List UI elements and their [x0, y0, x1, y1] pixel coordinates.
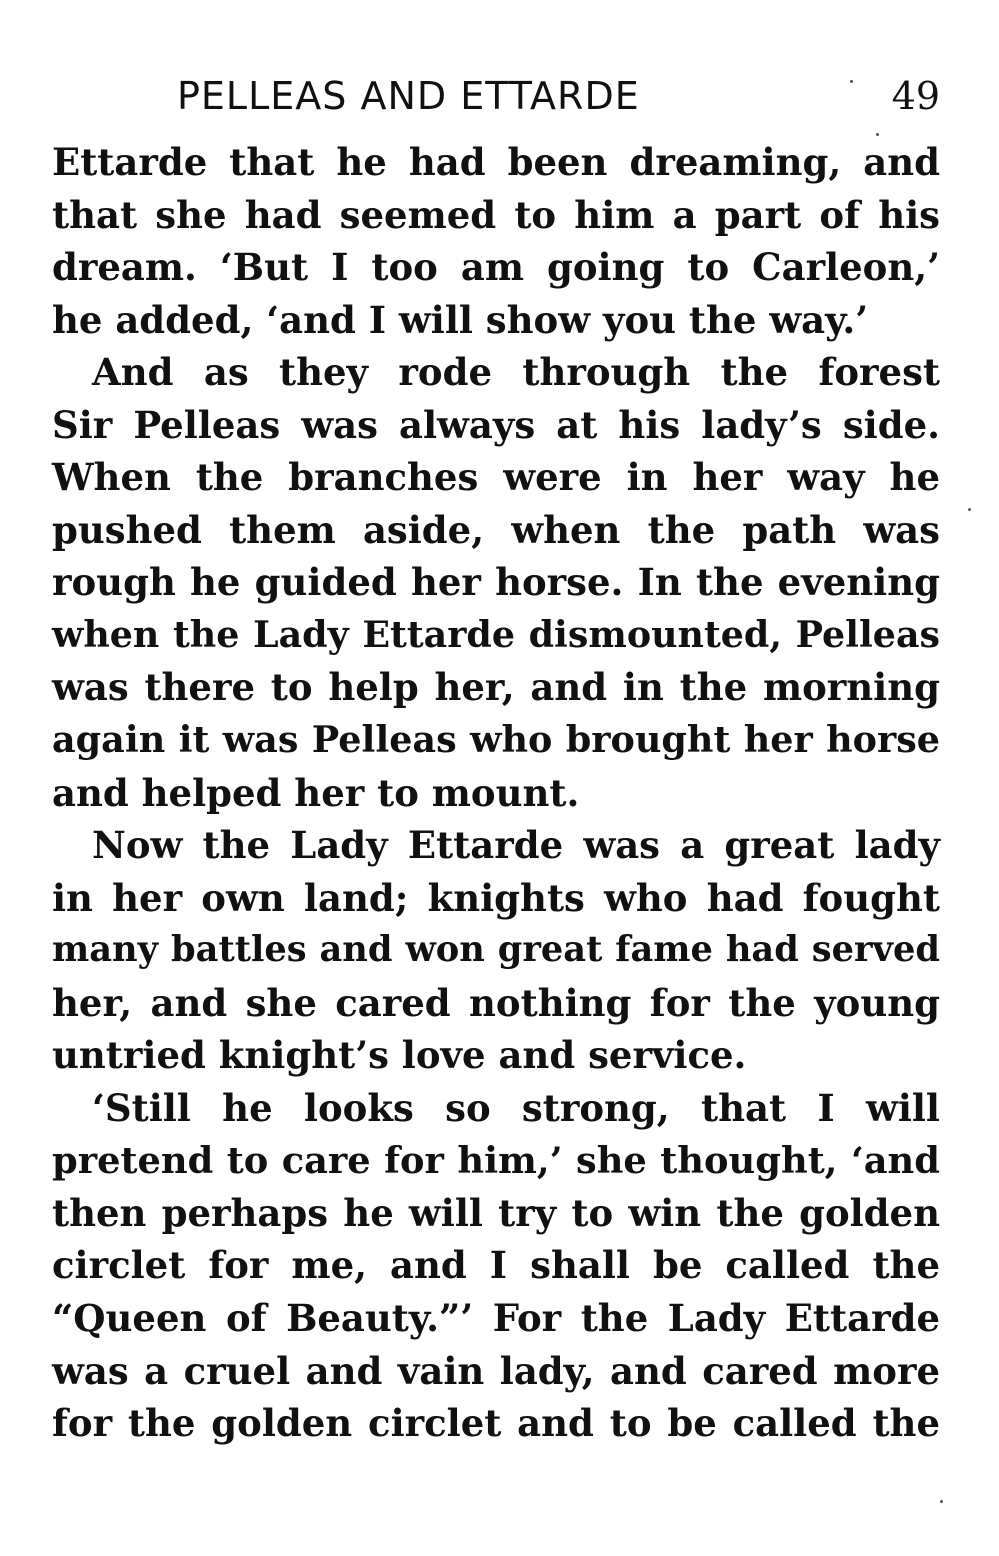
running-title: PELLEAS AND ETTARDE	[177, 74, 640, 118]
text-line: that she had seemed to him a part of his	[52, 192, 940, 237]
page-number: 49	[891, 74, 940, 118]
paragraph-3	[52, 819, 940, 1082]
scan-speck	[876, 133, 879, 136]
text-line: circlet for me, and I shall be called the	[52, 1243, 940, 1288]
body-text	[52, 136, 940, 1450]
text-line: for the golden circlet and to be called the	[52, 1401, 940, 1446]
paragraph-2	[52, 346, 940, 819]
text-line: And as they rode through the forest	[92, 350, 940, 395]
scan-speck	[850, 80, 853, 83]
text-line: untried knight’s love and service.	[52, 1033, 747, 1078]
scan-speck	[968, 508, 971, 511]
text-line: in her own land; knights who had fought	[52, 875, 940, 920]
text-line: Ettarde that he had been dreaming, and	[52, 140, 940, 184]
text-line: pushed them aside, when the path was	[52, 507, 940, 552]
text-line: When the branches were in her way he	[52, 455, 940, 500]
paragraph-4	[52, 1082, 940, 1450]
text-line: was a cruel and vain lady, and cared more	[52, 1348, 940, 1393]
text-line: many battles and won great fame had served	[52, 929, 940, 971]
text-line: Now the Lady Ettarde was a great lady	[92, 823, 940, 868]
text-line: pretend to care for him,’ she thought, ‘and	[52, 1138, 940, 1183]
text-line: again it was Pelleas who brought her horse	[52, 718, 940, 762]
page-header	[52, 66, 940, 126]
text-line: dream. ‘But I too am going to Carleon,’	[52, 245, 940, 290]
text-line: ‘Still he looks so strong, that I will	[92, 1085, 940, 1130]
text-line: “Queen of Beauty.”’ For the Lady Ettarde	[52, 1296, 940, 1341]
text-line: then perhaps he will try to win the golden	[52, 1190, 940, 1235]
text-line: rough he guided her horse. In the evening	[52, 560, 940, 605]
text-line: her, and she cared nothing for the young	[52, 980, 940, 1025]
text-line: and helped her to mount.	[52, 770, 580, 815]
text-line: when the Lady Ettarde dismounted, Pelleas	[52, 612, 940, 656]
paragraph-1	[52, 136, 940, 346]
text-line: he added, ‘and I will show you the way.’	[52, 297, 869, 342]
text-line: was there to help her, and in the morning	[52, 665, 940, 710]
scan-speck	[940, 1500, 943, 1503]
text-line: Sir Pelleas was always at his lady’s side.	[52, 402, 940, 447]
